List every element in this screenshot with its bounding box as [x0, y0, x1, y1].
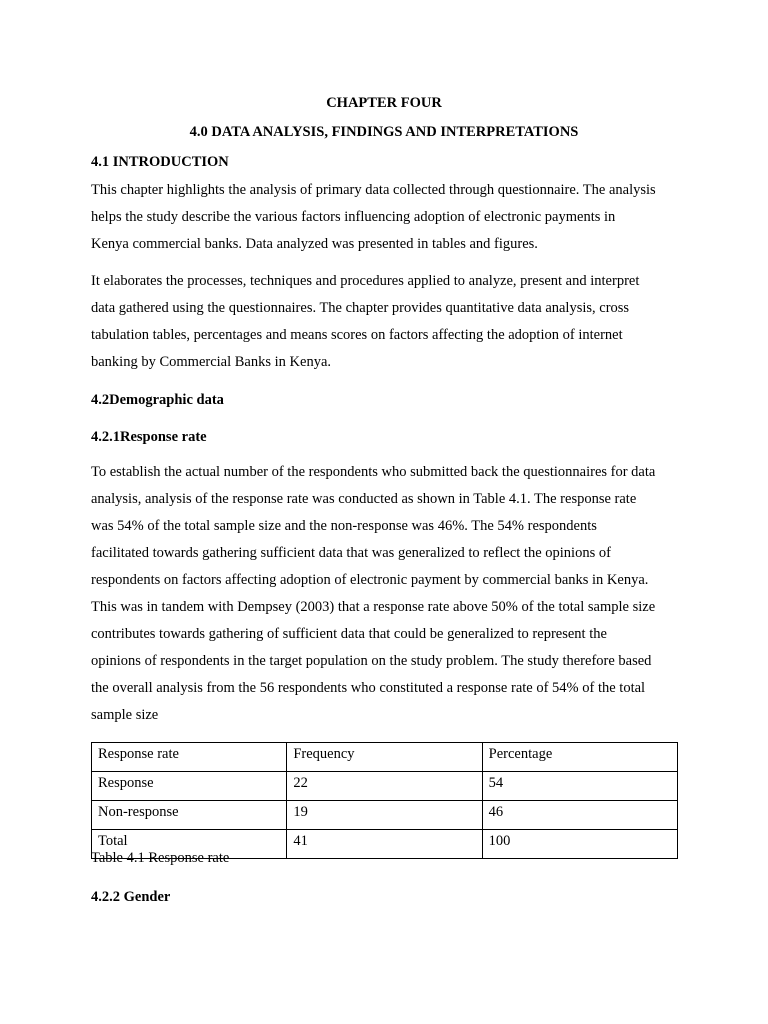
paragraph-line: data gathered using the questionnaires. The chapter provides quantitative data analysis, cross	[91, 300, 630, 316]
table-cell: 46	[482, 801, 677, 830]
table-cell: 100	[482, 830, 677, 859]
paragraph-line: sample size	[91, 707, 159, 723]
table-cell: 41	[287, 830, 482, 859]
paragraph-line: analysis, analysis of the response rate was conducted as shown in Table 4.1. The response rate	[91, 491, 637, 507]
paragraph-line: facilitated towards gathering sufficient data that was generalized to reflect the opinions of	[91, 545, 611, 561]
paragraph-line: Kenya commercial banks. Data analyzed was presented in tables and figures.	[91, 236, 538, 252]
paragraph-line: To establish the actual number of the respondents who submitted back the questionnaires for data	[91, 464, 656, 480]
table-header-cell: Frequency	[287, 743, 482, 772]
elaboration-paragraph	[91, 268, 691, 376]
gender-heading: 4.2.2 Gender	[91, 889, 171, 905]
table-header-cell: Response rate	[92, 743, 287, 772]
paragraph-line: contributes towards gathering of sufficient data that could be generalized to represent the	[91, 626, 607, 642]
paragraph-line: This was in tandem with Dempsey (2003) that a response rate above 50% of the total sample size	[91, 599, 656, 615]
table-cell: 54	[482, 772, 677, 801]
table-cell: 19	[287, 801, 482, 830]
paragraph-line: respondents on factors affecting adoption of electronic payment by commercial banks in Kenya.	[91, 572, 649, 588]
table-cell: 22	[287, 772, 482, 801]
table-header-row	[92, 743, 678, 772]
table-cell: Non-response	[92, 801, 287, 830]
table-row	[92, 801, 678, 830]
table-header-cell: Percentage	[482, 743, 677, 772]
paragraph-line: tabulation tables, percentages and means scores on factors affecting the adoption of internet	[91, 327, 623, 343]
paragraph-line: banking by Commercial Banks in Kenya.	[91, 354, 332, 370]
paragraph-line: the overall analysis from the 56 respondents who constituted a response rate of 54% of the total	[91, 680, 646, 696]
table-caption: Table 4.1 Response rate	[91, 850, 230, 866]
introduction-heading: 4.1 INTRODUCTION	[91, 154, 229, 170]
demographic-heading: 4.2Demographic data	[91, 392, 224, 408]
chapter-label: CHAPTER FOUR	[326, 95, 442, 111]
response-rate-heading: 4.2.1Response rate	[91, 429, 207, 445]
paragraph-line: opinions of respondents in the target population on the study problem. The study therefore based	[91, 653, 652, 669]
introduction-paragraph	[91, 177, 691, 258]
table-cell: Total	[92, 830, 287, 859]
table-row	[92, 772, 678, 801]
paragraph-line: It elaborates the processes, techniques and procedures applied to analyze, present and interpret	[91, 273, 640, 289]
paragraph-line: This chapter highlights the analysis of primary data collected through questionnaire. The analysis	[91, 182, 656, 198]
table-cell: Response	[92, 772, 287, 801]
paragraph-line: was 54% of the total sample size and the non-response was 46%. The 54% respondents	[91, 518, 597, 534]
response-rate-table	[91, 742, 678, 859]
paragraph-line: helps the study describe the various factors influencing adoption of electronic payments in	[91, 209, 616, 225]
chapter-title: 4.0 DATA ANALYSIS, FINDINGS AND INTERPRETATIONS	[189, 124, 579, 140]
response-rate-paragraph	[91, 459, 691, 729]
